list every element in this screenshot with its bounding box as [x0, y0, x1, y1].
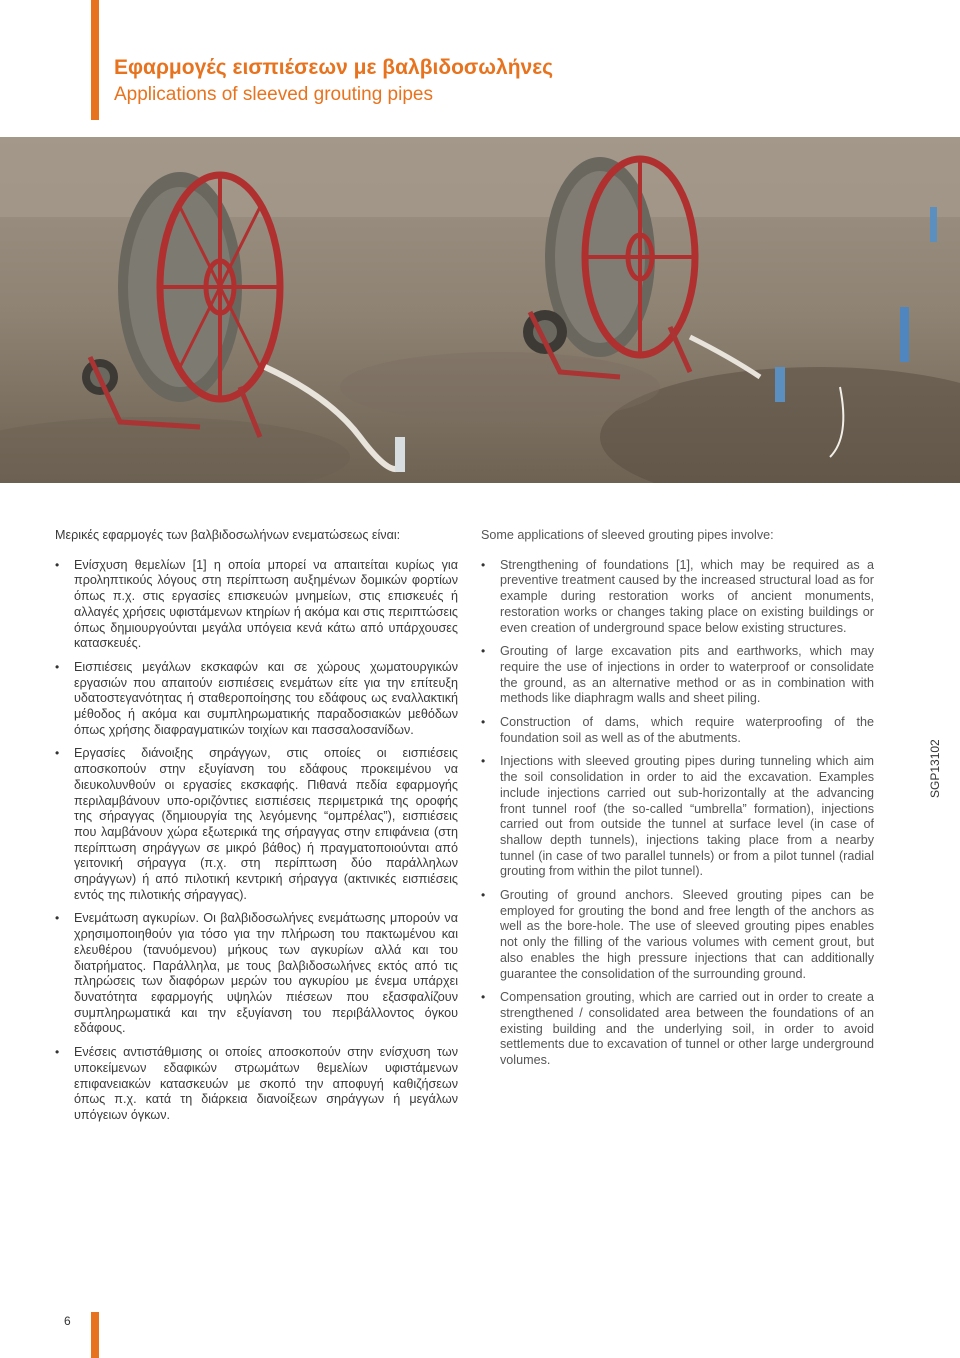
list-item: [481, 888, 874, 982]
applications-list-english: [481, 558, 874, 1069]
list-item-text: Εργασίες διάνοιξης σηράγγων, στις οποίες οι εισπιέσεις αποσκοπούν στην εξυγίανση του εδάφους προκειμένου να διευκολυνθούν οι εργασίες εκσκαφής. Πιθανά πεδία εφαρμογής περιλαμβάνουν υπο-οριζόντιες εισπιέσεις περιμετρικά της οροφής της σήραγγας (δημιουργία της λεγόμενης “ομπρέλας”), εισπιέσεις που λαμβάνουν χώρα εξωτερικά της σήραγγας στην επιφάνεια (στη περίπτωση σηράγγων σε μικρό βάθος) ή πραγματοποιούνται από γειτονική σήραγγα (π.χ. στη περίπτωση δύο παράλληλων σηράγγων) ή από πιλοτική κεντρική σήραγγα (ακτινικές εισπιέσεις εντός της πιλοτικής σήραγγας).: [74, 746, 458, 902]
title-english: Applications of sleeved grouting pipes: [114, 84, 433, 105]
list-item-text: Grouting of large excavation pits and earthworks, which may require the use of injections in order to waterproof or consolidate the ground, as an alternative method or as in combination with methods like diaphragm walls and sheet piling.: [500, 644, 874, 706]
intro-english: Some applications of sleeved grouting pipes involve:: [481, 528, 774, 542]
bullet: •: [481, 557, 486, 572]
list-item-text: Construction of dams, which require waterproofing of the foundation soil as well as of the abutments.: [500, 715, 874, 745]
list-item: [481, 990, 874, 1069]
list-item: [481, 754, 874, 880]
list-item-text: Ενεμάτωση αγκυρίων. Οι βαλβιδοσωλήνες ενεμάτωσης μπορούν να χρησιμοποιηθούν για τόσο για την πλήρωση του πακτωμένου και ελευθέρου (τανυόμενου) μήκους των αγκυρίων αλλά και του διατρήματος. Παράλληλα, με τους βαλβιδοσωλήνες εκτός από τις πληρώσεις των διαφόρων μερών του αγκυρίου με ένεμα υπάρχει δυνατότητα εφαρμογής υψηλών πιέσεων που εξασφαλίζουν συμπληρωματικά και την εξυγίανση του περιβάλλοντος όγκου εδάφους.: [74, 911, 458, 1036]
page-number: 6: [64, 1314, 71, 1328]
list-item: [55, 911, 458, 1037]
list-item: [55, 558, 458, 652]
bullet: •: [481, 715, 486, 730]
bullet: •: [481, 888, 486, 903]
page-header: [0, 0, 960, 136]
bullet: •: [55, 911, 60, 926]
list-item-text: Injections with sleeved grouting pipes during tunneling which aim the soil consolidation in order to aid the excavation. Examples include injections carried out sub-horizontally at the advancing front tunnel roof (the so-called “umbrella” formation), injections carried out from outside the tunnel at surface level (in case of shallow depth tunnels), injections taking place from a nearby tunnel (in case of two parallel tunnels) or from a pilot tunnel (radial grouting from within the pilot tunnel).: [500, 754, 874, 879]
list-item-text: Strengthening of foundations [1], which may be required as a preventive treatment caused by the increased structural load as for example during restoration works of ancient monuments, restoration works or changes taking place on existing buildings or even creation of underground space below existing structures.: [500, 557, 874, 635]
document-code-text: SGP131024: [928, 740, 942, 798]
bullet: •: [481, 990, 486, 1005]
bullet: •: [481, 644, 486, 659]
bullet: •: [55, 557, 60, 572]
bullet: •: [55, 746, 60, 761]
list-item: [55, 660, 458, 739]
list-item: [481, 558, 874, 637]
applications-list-greek: [55, 558, 458, 1124]
list-item-text: Εισπιέσεις μεγάλων εκσκαφών και σε χώρους χωματουργικών εργασιών που απαιτούν εισπιέσεις ενεμάτων είτε για την επίτευξη υδατοστεγανότητας ή σταθεροποίησης του εδάφους ως εναλλακτική μέθοδος ή ακόμα και συμπληρωματικής παραδοσιακών μεθόδων όπως χρήσης διαφραγματικών τοιχίων και πασσαλοσανίδων.: [74, 659, 458, 737]
bullet: •: [481, 754, 486, 769]
list-item-text: Grouting of ground anchors. Sleeved grouting pipes can be employed for grouting the bond and free length of the anchors as well as the bore-hole. The use of sleeved grouting pipes enables not only the filling of the various volumes with cement grout, but also enables the high pressure injections that can additionally guarantee the consolidation of the surrounding ground.: [500, 888, 874, 981]
list-item: [55, 1045, 458, 1124]
list-item-text: Ενέσεις αντιστάθμισης οι οποίες αποσκοπούν στην ενίσχυση των υποκείμενων εδαφικών στρωμάτων θεμελίων υφιστάμενων επιφανειακών κατασκευών με σκοπό την αποφυγή καθιζήσεων όπως π.χ. κατά τη διάρκεια διανοίξεων σηράγγων ή μεγάλων υπόγειων όγκων.: [74, 1045, 458, 1122]
intro-greek: Μερικές εφαρμογές των βαλβιδοσωλήνων ενεματώσεως είναι:: [55, 528, 401, 542]
cable-reels-photo: [0, 137, 960, 483]
list-item: [55, 746, 458, 903]
list-item-text: Ενίσχυση θεμελίων [1] η οποία μπορεί να απαιτείται κυρίως για προληπτικούς λόγους στη περίπτωση αυξημένων δομικών φορτίων όπως π.χ. στις εργασίες επισκευών μνημείων, στις επισκευές ή αλλαγές χρήσεις υφιστάμενων κτηρίων ή ακόμα και στις περιπτώσεις όπως δημιουργούνται μεγάλα υπόγεια κενά κάτω από υπάρχουσες κατασκευές.: [74, 557, 458, 651]
english-column: [481, 528, 874, 1077]
title-greek: Εφαρμογές εισπιέσεων με βαλβιδοσωλήνες: [114, 56, 554, 79]
accent-bar-bottom: [91, 1312, 99, 1358]
list-item: [481, 715, 874, 746]
accent-bar-top: [91, 0, 99, 120]
document-code: [925, 740, 945, 800]
bullet: •: [55, 659, 60, 674]
greek-column: [55, 528, 458, 1132]
list-item-text: Compensation grouting, which are carried out in order to create a strengthened / consolidated area between the foundations of an existing building and the underlying soil, in order to avoid settlements due to excavation of tunnel or other large underground volumes.: [500, 990, 874, 1068]
bullet: •: [55, 1045, 60, 1060]
list-item: [481, 644, 874, 707]
